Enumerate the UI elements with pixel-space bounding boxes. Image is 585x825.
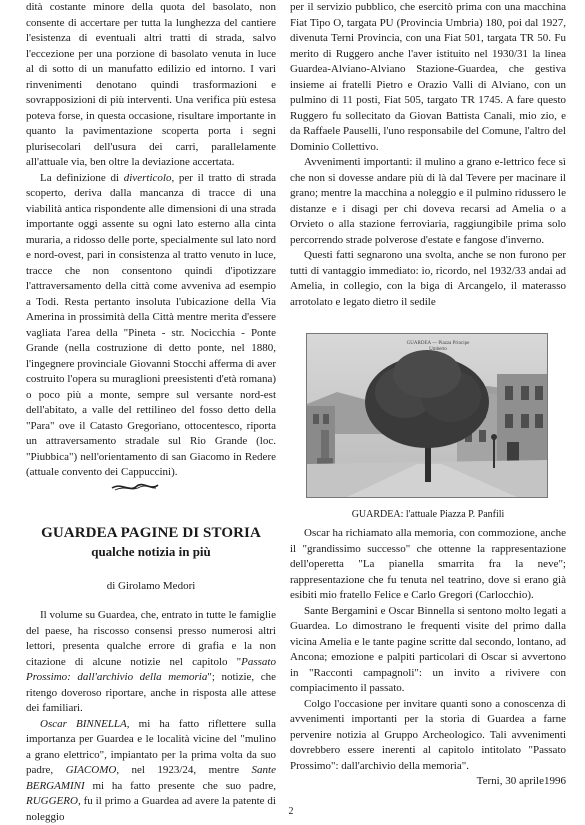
page-number: 2 [276, 806, 306, 817]
photo-caption: GUARDEA: l'attuale Piazza P. Panfili [290, 508, 566, 521]
name-giacomo: GIACOMO [66, 764, 117, 776]
left-paragraph-2 [26, 171, 276, 481]
article-heading [26, 524, 276, 561]
article-paragraph-1 [26, 608, 276, 717]
right-paragraph-4: Oscar ha richiamato alla memoria, con commozione, anche il "grandissimo successo" che ottenne la rappresentazione dell'operetta "La pianella smarrita fra la neve"; rappresentazione che fu tenuta nel teatrino, dove si erano già esibiti mio fratello Felice e Carlo Gregori (Carlocchio). [290, 526, 566, 604]
article-p2-a: , mi ha fatto riflettere sulla importanza per Guardea e le località vicine del "mulino a grano elettrico", impiantato per la prima volta da suo padre, [26, 718, 276, 777]
term-diverticolo: diverticolo [124, 172, 172, 184]
article-body-left [26, 608, 276, 825]
ornamental-divider-icon [110, 481, 160, 493]
chapter-title-italic: Passato Prossimo: dall'archivio della memoria [26, 656, 276, 684]
article-p2-c: mi ha fatto presente che suo padre, [85, 780, 276, 792]
article-p2-d: , fu il primo a Guardea ad avere la patente di noleggio [26, 795, 276, 823]
article-p1-b: "; notizie, che ritengo doveroso riportare, anche in risposta alle attese dei familiari. [26, 671, 276, 714]
left-paragraph-2-rest: , per il tratto di strada scoperto, deriva dalla mancanza di tracce di una viabilità antica rispondente alle dimensioni di una strada importante oggi assente su ogni lato esterno alla cinta muraria, a ridosso delle porte, specialmente sul lato nord e nord-ovest, pari in consistenza al tratto venuto in luce, tracce che non consentono quindi d'ipotizzare l'attraversamento della città come avveniva ad esempio a Todi. Resta pertanto insoluta l'ubicazione della Via Amerina in prossimità della Città mentre merita d'essere vagliata l'area della "Pineta - str. Nocicchia - Ponte Grande (nella costruzione di detto ponte, nel 1880, l'ingegnere provinciale Giovanni Stocchi afferma di aver costruito l'opera su muraglioni preesistenti d'età romana) o poco più a monte, sempre sul versante nord-est dell'abitato, a valle del rettilineo del fosso detto della "Para" ove il Catasto Gregoriano, ottocentesco, riporta un attraversamento stradale sul Rio Grande (loc. "Piubbica") nell'orientamento di san Giacomo in Redere (attuale convento dei Cappuccini). [26, 172, 276, 479]
name-oscar-binnella: Oscar BINNELLA [40, 718, 127, 730]
right-paragraph-5: Sante Bergamini e Oscar Binnella si sentono molto legati a Guardea. Lo dimostrano le frequenti visite del primo dalla vicina Amelia e le tante pagine scritte dal secondo, lontano, ad Ancona; emozione e palpiti particolari di Oscar si avvertono in "Racconti campagnoli": un invito a rivivere con compiacimento il passato. [290, 604, 566, 697]
article-title: GUARDEA PAGINE DI STORIA [26, 524, 276, 543]
right-paragraph-2: Avvenimenti importanti: il mulino a grano e-lettrico fece sì che non si dovesse andare più di là dal Tevere per macinare il grano; mentre la macchina a noleggio e il pulmino ridussero le distanze e i disagi per chi doveva recarsi ad Amelia o a Orvieto o alla stazione ferroviaria, raggiungibile prima solo percorrendo strade polverose d'estate e fangose d'inverno. [290, 155, 566, 248]
name-sante-bergamini: Sante BERGAMINI [26, 764, 276, 792]
photo-inner-caption: GUARDEA — Piazza Principe Umberto [403, 341, 473, 353]
signoff-date: Terni, 30 aprile1996 [290, 774, 566, 790]
right-column-bottom [290, 526, 566, 790]
right-paragraph-1: per il servizio pubblico, che esercitò prima con una macchina Fiat Tipo O, targata PU (Provincia Umbria) 180, poi dal 1927, divenuta Terni Provincia, con una Fiat 501, targata TR 50. Fu merito di Ruggero anche l'aver istituito nel 1930/31 la linea Guardea-Alviano-Alviano Stazione-Guardea, che gestiva insieme ai fratelli Pietro e Orazio Valli di Alviano, con un pulmino di 11 posti, Fiat 505, targato TR 1745. A fare questo Ruggero fu sollecitato da Giovan Battista Canali, mio zio, e da Raffaele Pauselli, l'uno responsabile del Comune, l'altro del Dominio Collettivo. [290, 0, 566, 155]
left-paragraph-2-start: La definizione di [40, 172, 124, 184]
left-paragraph-1: dità costante minore della quota del basolato, non consente di accertare per tutta la lunghezza del cantiere l'esistenza di eventuali altri tratti di strada, salvo l'eccezione per una porzione di basolato venuta in luce al di sotto di un manufatto edilizio ed intorno. I vari rinvenimenti denotano quindi trasformazioni e sovrapposizioni di più interventi. Una verifica più estesa poteva forse, in questa occasione, risultare importante in quanto la pavimentazione scoperta porta i segni plurisecolari dell'usura dei carri, parallelamente all'attuale via, ben oltre la deviazione accertata. [26, 0, 276, 171]
right-paragraph-6: Colgo l'occasione per invitare quanti sono a conoscenza di avvenimenti importanti per la storia di Guardea a farne pervenire notizia al Gruppo Archeologico. Tali avvenimenti dovrebbero essere inerenti al capitolo intitolato "Passato Prossimo": dall'archivio della memoria". [290, 697, 566, 775]
article-p1-a: Il volume su Guardea, che, entrato in tutte le famiglie del paese, ha riscosso consensi presso numerosi altri lettori, presenta qualche errore di grafia e la non citazione di alcune notizie nel capitolo " [26, 609, 276, 668]
right-column [290, 0, 566, 310]
article-subtitle: qualche notizia in più [26, 543, 276, 561]
piazza-photograph [306, 333, 548, 498]
article-p2-b: , nel 1923/24, mentre [116, 764, 251, 776]
article-paragraph-2 [26, 717, 276, 825]
left-column [26, 0, 276, 481]
piazza-illustration [307, 334, 547, 497]
name-ruggero: RUGGERO [26, 795, 78, 807]
right-paragraph-3: Questi fatti segnarono una svolta, anche se non furono per tutti di vantaggio immediato: io, ricordo, nel 1932/33 andai ad Amelia, in collegio, con la biga di Arcangelo, il materasso arrotolato e legato dietro il sedile [290, 248, 566, 310]
article-byline: di Girolamo Medori [26, 579, 276, 594]
